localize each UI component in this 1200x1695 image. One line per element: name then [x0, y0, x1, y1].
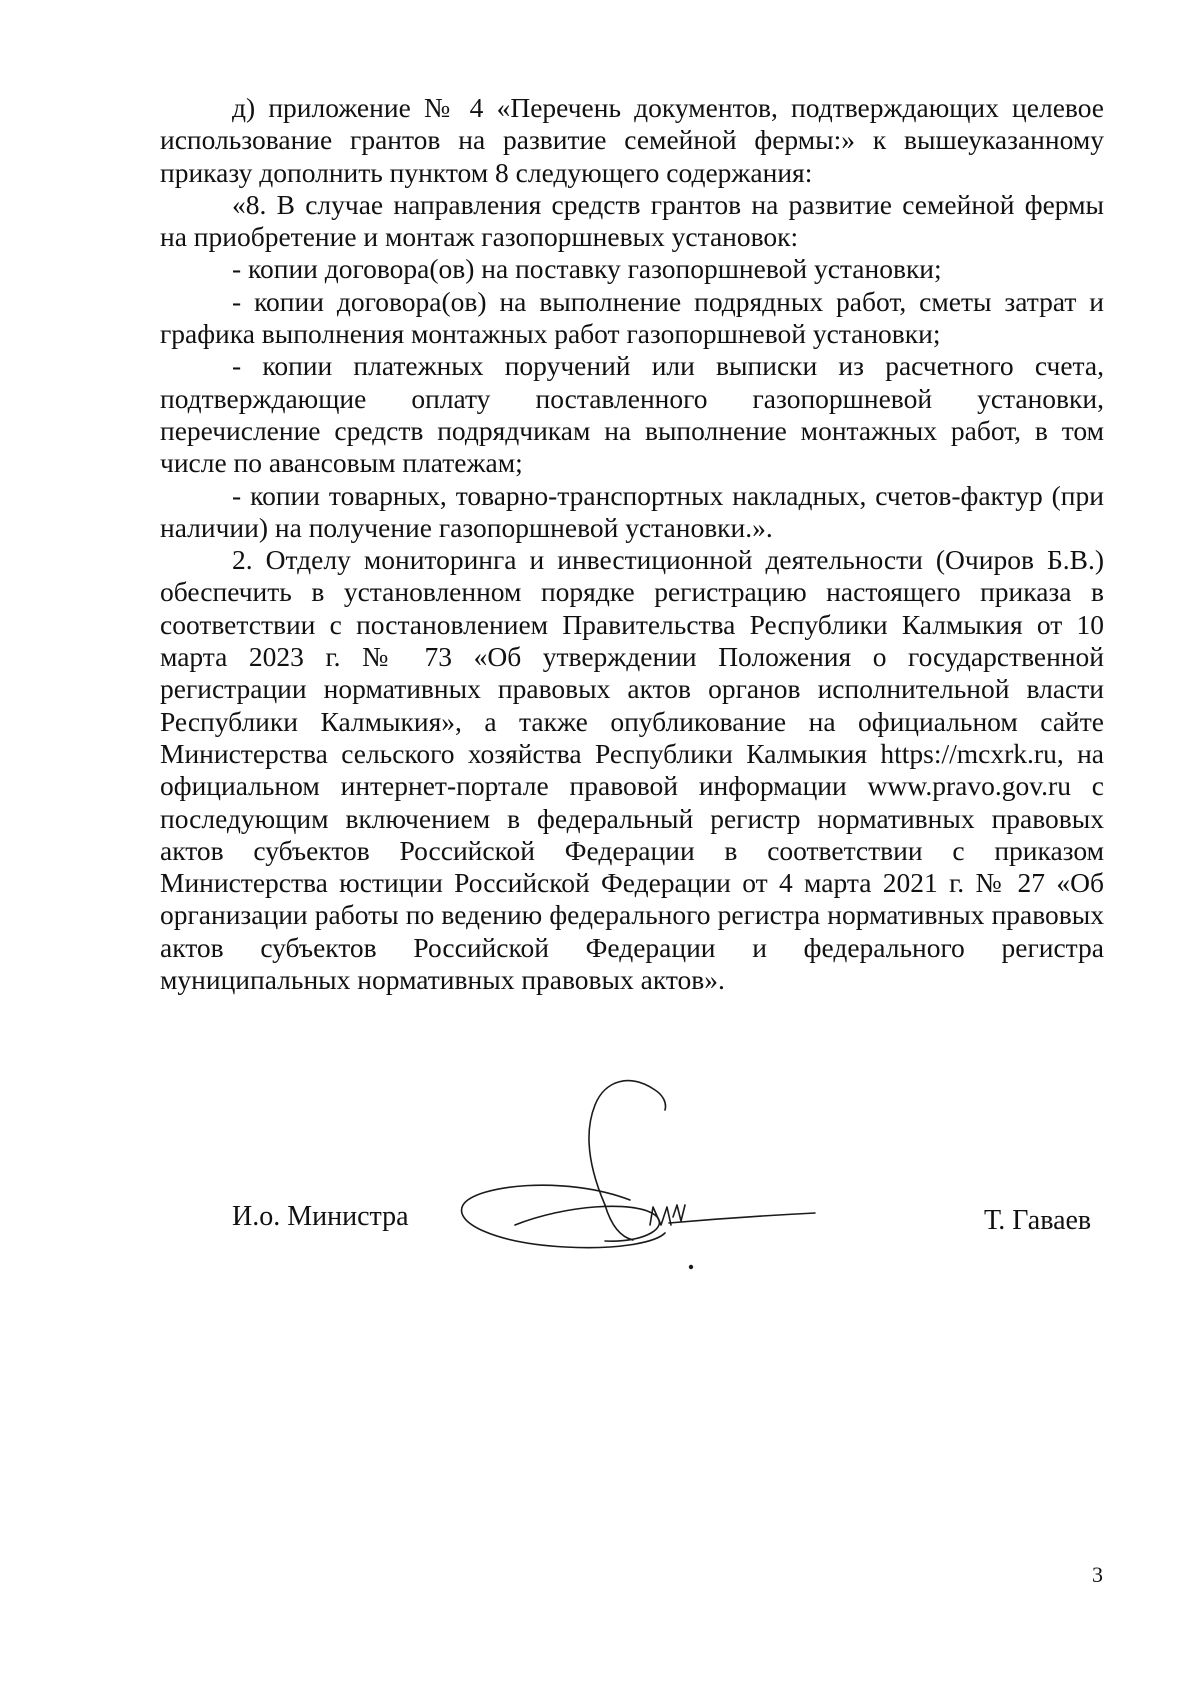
paragraph-bullet-supply-contract: - копии договора(ов) на поставку газопоршневой установки; [232, 253, 942, 285]
paragraph-bullet-contract-works: - копии договора(ов) на выполнение подрядных работ, сметы затрат и графика выполнения монтажных работ газопоршневой установки; [160, 285, 1104, 350]
signer-name: Т. Гаваев [984, 1205, 1092, 1236]
paragraph-bullet-invoices: - копии товарных, товарно-транспортных накладных, счетов-фактур (при наличии) на получение газопоршневой установки.». [160, 479, 1104, 543]
paragraph-item-8-intro: «8. В случае направления средств грантов на развитие семейной фермы на приобретение и монтаж газопоршневых установок: [160, 188, 1104, 253]
page-number: 3 [1092, 1562, 1103, 1587]
paragraph-item-2-registration: 2. Отделу мониторинга и инвестиционной деятельности (Очиров Б.В.) обеспечить в установленном порядке регистрацию настоящего приказа в соответствии с постановлением Правительства Республики Калмыкия от 10 марта 2023 г. № 73 «Об утверждении Положения о государственной регистрации нормативных правовых актов органов исполнительной власти Республики Калмыкия», а также опубликование на официальном сайте Министерства сельского хозяйства Республики Калмыкия https://mcxrk.ru, на официальном интернет-портале правовой информации www.pravo.gov.ru с последующим включением в федеральный регистр нормативных правовых актов субъектов Российской Федерации в соответствии с приказом Министерства юстиции Российской Федерации от 4 марта 2021 г. № 27 «Об организации работы по ведению федерального регистра нормативных правовых актов субъектов Российской Федерации и федерального регистра муниципальных нормативных правовых актов». [160, 544, 1104, 996]
handwritten-signature [455, 1075, 835, 1275]
document-body [160, 92, 1104, 996]
signer-position: И.о. Министра [232, 1201, 409, 1232]
paragraph-bullet-payment-orders: - копии платежных поручений или выписки из расчетного счета, подтверждающие оплату поставленного газопоршневой установки, перечисление средств подрядчикам на выполнение монтажных работ, в том числе по авансовым платежам; [160, 350, 1104, 479]
paragraph-amendment-d: д) приложение № 4 «Перечень документов, подтверждающих целевое использование грантов на развитие семейной фермы:» к вышеуказанному приказу дополнить пунктом 8 следующего содержания: [160, 92, 1104, 188]
